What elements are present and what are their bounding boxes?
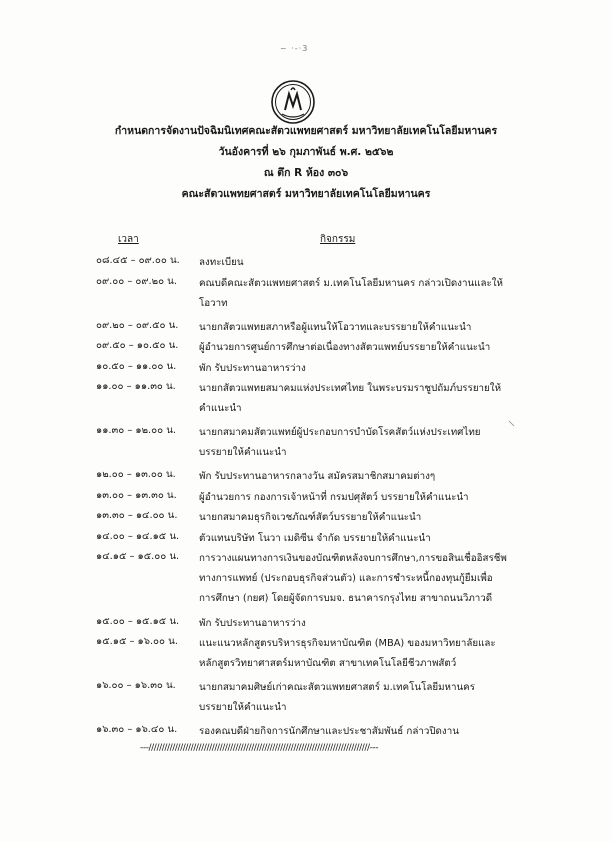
header-faculty: คณะสัตวแพทยศาสตร์ มหาวิทยาลัยเทคโนโลยีมหานคร	[181, 188, 431, 200]
activity-line: หลักสูตรวิทยาศาสตร์มหาบัณฑิต สาขาเทคโนโลยีชีวภาพสัตว์	[199, 658, 457, 669]
activity-line: บรรยายให้คำแนะนำ	[199, 447, 287, 458]
schedule-activity	[199, 274, 529, 314]
schedule-time: ๑๖.๓๐ – ๑๖.๔๐ น.	[96, 724, 178, 735]
pen-tick-mark	[508, 420, 516, 428]
activity-line: นายกสมาคมศิษย์เก่าคณะสัตวแพทยศาสตร์ ม.เทคโนโลยีมหานคร	[199, 682, 476, 693]
column-header-time: เวลา	[118, 234, 139, 245]
schedule-activity	[199, 467, 529, 487]
schedule-time: ๑๓.๐๐ – ๑๓.๓๐ น.	[96, 489, 177, 501]
schedule-time: ๑๔.๑๕ – ๑๕.๐๐ น.	[96, 551, 180, 562]
activity-line: บรรยายให้คำแนะนำ	[199, 702, 287, 713]
document-end-line: ---////////////////////////////////////////////////////////////////////////////////////---	[140, 743, 379, 753]
schedule-activity	[199, 359, 529, 379]
schedule-time: ๑๓.๓๐ – ๑๔.๐๐ น.	[96, 510, 178, 521]
activity-line: พัก รับประทานอาหารกลางวัน สมัครสมาชิกสมาคมต่างๆ	[199, 471, 436, 482]
activity-line: ตัวแทนบริษัท โนวา เมดิซีน จำกัด บรรยายให้คำแนะนำ	[199, 532, 431, 544]
schedule-activity	[199, 423, 529, 463]
header-venue: ณ ตึก R ห้อง ๓๐๖	[263, 167, 349, 179]
activity-line: นายกสัตวแพทยสมาคมแห่งประเทศไทย ในพระบรมราชูปถัมภ์บรรยายให้	[199, 383, 502, 394]
header-title: กำหนดการจัดงานปัจฉิมนิเทศคณะสัตวแพทยศาสตร์ มหาวิทยาลัยเทคโนโลยีมหานคร	[114, 125, 498, 137]
activity-line: คณบดีคณะสัตวแพทยศาสตร์ ม.เทคโนโลยีมหานคร กล่าวเปิดงานและให้	[199, 277, 503, 289]
schedule-time: ๑๑.๓๐ – ๑๒.๐๐ น.	[96, 425, 177, 436]
schedule-activity	[199, 678, 529, 718]
schedule-activity	[199, 318, 529, 338]
schedule-time: ๑๐.๕๐ – ๑๑.๐๐ น.	[96, 360, 177, 372]
schedule-activity	[199, 508, 529, 528]
schedule-time: ๐๙.๒๐ – ๐๙.๕๐ น.	[96, 319, 179, 331]
schedule-activity	[199, 614, 529, 634]
activity-line: ลงทะเบียน	[199, 257, 244, 268]
activity-line: ผู้อำนวยการศูนย์การศึกษาต่อเนื่องทางสัตวแพทย์บรรยายให้คำแนะนำ	[199, 342, 491, 353]
activity-line: นายกสัตวแพทยสภาหรือผู้แทนให้โอวาทและบรรยายให้คำแนะนำ	[199, 321, 472, 333]
schedule-activity	[199, 379, 529, 419]
schedule-activity	[199, 338, 529, 358]
schedule-activity	[199, 722, 529, 742]
activity-line: โอวาท	[199, 297, 228, 309]
schedule-activity	[199, 253, 529, 273]
schedule-time: ๑๑.๐๐ – ๑๑.๓๐ น.	[96, 381, 176, 392]
activity-line: ทางการแพทย์ (ประกอบธุรกิจส่วนตัว) และการชำระหนี้กองทุนกู้ยืมเพื่อ	[199, 573, 493, 584]
activity-line: แนะแนวหลักสูตรบริหารธุรกิจมหาบัณฑิต (MBA) ของมหาวิทยาลัยและ	[199, 638, 496, 649]
schedule-time: ๑๕.๐๐ – ๑๕.๑๕ น.	[96, 615, 180, 627]
schedule-time: ๑๔.๐๐ – ๑๔.๑๕ น.	[96, 530, 180, 542]
schedule-activity	[199, 549, 529, 609]
activity-line: รองคณบดีฝ่ายกิจการนักศึกษาและประชาสัมพันธ์ กล่าวปิดงาน	[199, 726, 459, 737]
activity-line: คำแนะนำ	[199, 403, 242, 414]
schedule-activity	[199, 634, 529, 674]
header-date: วันอังคารที่ ๒๖ กุมภาพันธ์ พ.ศ. ๒๕๖๒	[218, 146, 394, 158]
schedule-time: ๐๙.๐๐ – ๐๙.๒๐ น.	[96, 275, 177, 287]
schedule-activity	[199, 488, 529, 508]
schedule-time: ๑๕.๑๕ – ๑๖.๐๐ น.	[96, 636, 178, 647]
activity-line: การศึกษา (กยศ) โดยผู้จัดการบมจ. ธนาคารกรุงไทย สาขาถนนวิภาวดี	[199, 593, 493, 604]
activity-line: พัก รับประทานอาหารว่าง	[199, 362, 306, 374]
schedule-time: ๐๘.๔๕ – ๐๙.๐๐ น.	[96, 255, 180, 266]
activity-line: พัก รับประทานอาหารว่าง	[199, 617, 306, 629]
activity-line: ผู้อำนวยการ กองการเจ้าหน้าที่ กรมปศุสัตว์ บรรยายให้คำแนะนำ	[199, 491, 469, 503]
schedule-activity	[199, 529, 529, 549]
activity-line: นายกสมาคมสัตวแพทย์ผู้ประกอบการบำบัดโรคสัตว์แห่งประเทศไทย	[199, 427, 481, 438]
schedule-time: ๐๙.๕๐ – ๑๐.๕๐ น.	[96, 340, 179, 351]
schedule-time: ๑๒.๐๐ – ๑๓.๐๐ น.	[96, 469, 176, 480]
activity-line: นายกสมาคมธุรกิจเวชภัณฑ์สัตว์บรรยายให้คำแนะนำ	[199, 512, 422, 523]
column-header-activity: กิจกรรม	[320, 234, 356, 245]
schedule-time: ๑๖.๐๐ – ๑๖.๓๐ น.	[96, 680, 176, 691]
handwritten-mark: ~ ·-·3	[280, 44, 309, 53]
activity-line: การวางแผนทางการเงินของบัณฑิตหลังจบการศึกษา,การขอสินเชื่ออิสรชีพ	[199, 553, 507, 564]
